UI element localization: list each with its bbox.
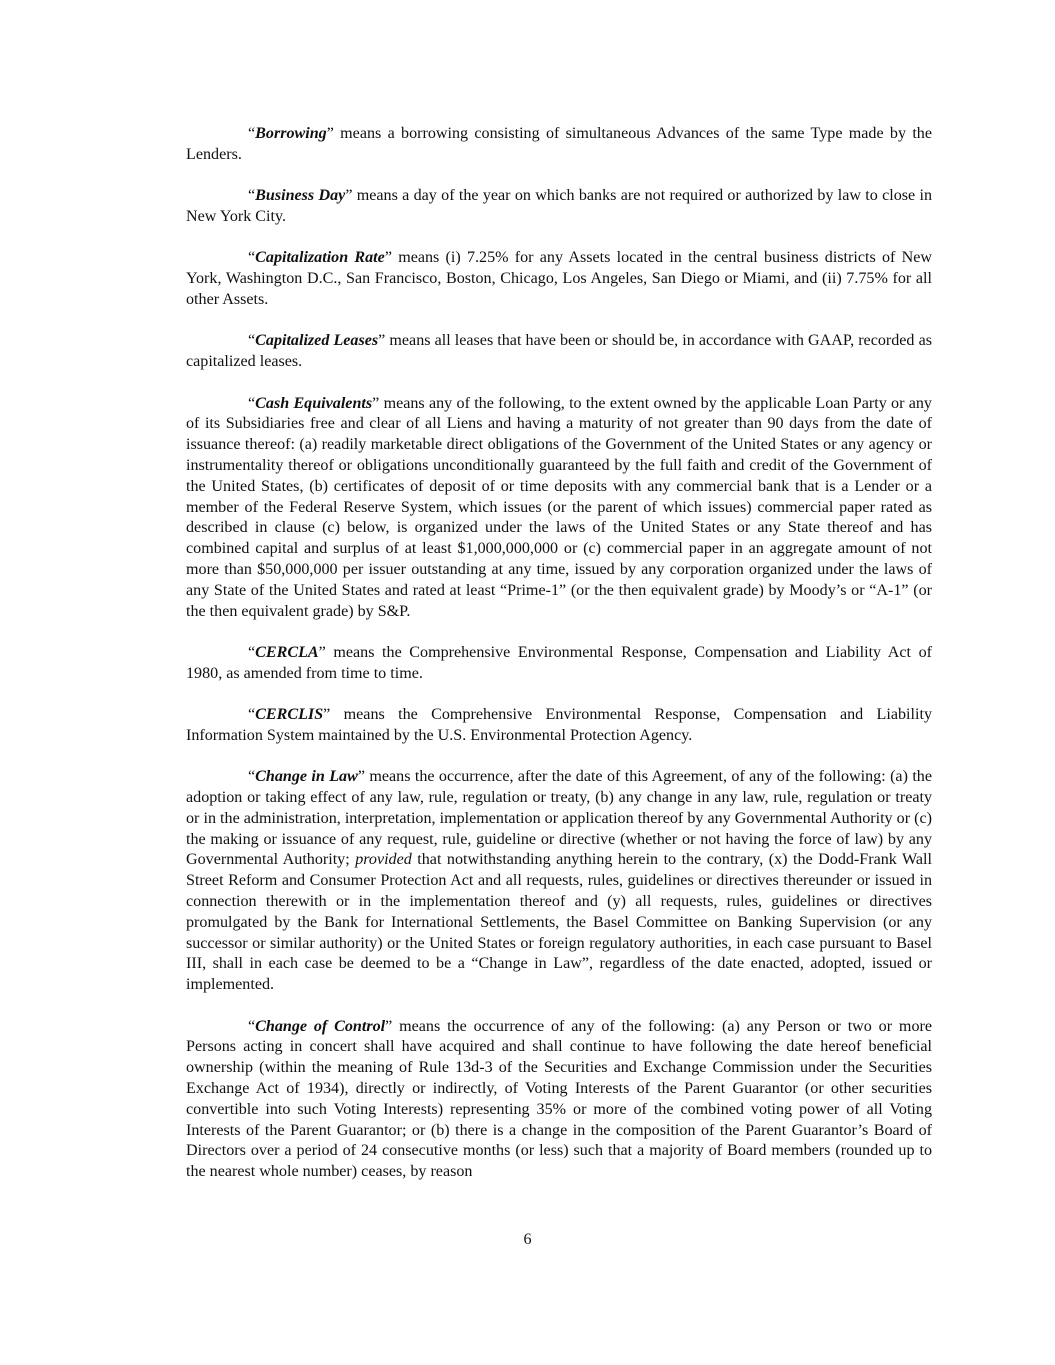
open-quote: “ xyxy=(248,187,256,205)
open-quote: “ xyxy=(248,1017,256,1035)
definition-text: ” means the Comprehensive Environmental Response, Compensation and Liability Information System maintained by the U.S. Environmental Protection Agency. xyxy=(186,706,932,744)
definition-business-day xyxy=(186,186,932,228)
defined-term: Capitalization Rate xyxy=(255,249,385,267)
defined-term: Cash Equivalents xyxy=(255,394,373,412)
defined-term: Change of Control xyxy=(255,1017,386,1035)
defined-term: Business Day xyxy=(255,187,346,205)
definition-capitalized-leases xyxy=(186,331,932,373)
definition-capitalization-rate xyxy=(186,248,932,310)
definition-borrowing xyxy=(186,124,932,166)
definition-text: ” means a borrowing consisting of simultaneous Advances of the same Type made by the Lenders. xyxy=(186,125,932,163)
open-quote: “ xyxy=(248,643,256,661)
open-quote: “ xyxy=(248,125,256,142)
definition-text: ” means any of the following, to the extent owned by the applicable Loan Party or any of its Subsidiaries free and clear of all Liens and having a maturity of not greater than 90 days from the date of issuance thereof: (a) readily marketable direct obligations of the Government of the United States or any agency or instrumentality thereof or obligations unconditionally guaranteed by the full faith and credit of the Government of the United States, (b) certificates of deposit of or time deposits with any commercial bank that is a Lender or a member of the Federal Reserve System, which issues (or the parent of which issues) commercial paper rated as described in clause (c) below, is organized under the laws of the United States or any State thereof and has combined capital and surplus of at least $1,000,000,000 or (c) commercial paper in an aggregate amount of not more than $50,000,000 per issuer outstanding at any time, issued by any corporation organized under the laws of any State of the United States and rated at least “Prime-1” (or the then equivalent grade) by Moody’s or “A-1” (or the then equivalent grade) by S&P. xyxy=(186,394,932,620)
defined-term: Change in Law xyxy=(255,768,358,786)
document-page xyxy=(186,124,932,1204)
definition-text: ” means (i) 7.25% for any Assets located in the central business districts of New York, Washington D.C., San Francisco, Boston, Chicago, Los Angeles, San Diego or Miami, and (ii) 7.75% for all other Assets. xyxy=(186,249,932,308)
definition-text: ” means all leases that have been or should be, in accordance with GAAP, recorded as capitalized leases. xyxy=(186,332,932,371)
emphasis-provided: provided xyxy=(355,851,412,869)
definition-text: ” means the Comprehensive Environmental Response, Compensation and Liability Act of 1980, as amended from time to time. xyxy=(186,643,932,682)
defined-term: Borrowing xyxy=(255,125,327,142)
defined-term: Capitalized Leases xyxy=(255,332,379,350)
definition-change-in-law xyxy=(186,767,932,996)
definition-cash-equivalents xyxy=(186,394,932,623)
definition-text: ” means a day of the year on which banks are not required or authorized by law to close in New York City. xyxy=(186,187,932,225)
defined-term: CERCLIS xyxy=(255,706,324,724)
definition-text: ” means the occurrence, after the date of this Agreement, of any of the following: (a) the adoption or taking effect of any law, rule, regulation or treaty, (b) any change in any law, rule, regulation or treaty or in the administration, interpretation, implementation or application thereof by any Governmental Authority or (c) the making or issuance of any request, rule, guideline or directive (whether or not having the force of law) by any Governmental Authority; xyxy=(186,768,932,869)
open-quote: “ xyxy=(248,249,256,267)
page-number: 6 xyxy=(523,1231,532,1248)
open-quote: “ xyxy=(248,332,256,350)
open-quote: “ xyxy=(248,768,256,786)
definition-cercla xyxy=(186,643,932,685)
definition-change-of-control xyxy=(186,1017,932,1183)
open-quote: “ xyxy=(248,706,256,724)
open-quote: “ xyxy=(248,394,256,412)
definition-text-continued: that notwithstanding anything herein to the contrary, (x) the Dodd-Frank Wall Street Reform and Consumer Protection Act and all requests, rules, guidelines or directives thereunder or issued in connection therewith or in the implementation thereof and (y) all requests, rules, guidelines or directives promulgated by the Bank for International Settlements, the Basel Committee on Banking Supervision (or any successor or similar authority) or the United States or foreign regulatory authorities, in each case pursuant to Basel III, shall in each case be deemed to be a “Change in Law”, regardless of the date enacted, adopted, issued or implemented. xyxy=(186,851,932,994)
defined-term: CERCLA xyxy=(255,643,319,661)
definition-text: ” means the occurrence of any of the following: (a) any Person or two or more Persons acting in concert shall have acquired and shall continue to have following the date hereof beneficial ownership (within the meaning of Rule 13d-3 of the Securities and Exchange Commission under the Securities Exchange Act of 1934), directly or indirectly, of Voting Interests of the Parent Guarantor (or other securities convertible into such Voting Interests) representing 35% or more of the combined voting power of all Voting Interests of the Parent Guarantor; or (b) there is a change in the composition of the Parent Guarantor’s Board of Directors over a period of 24 consecutive months (or less) such that a majority of Board members (rounded up to the nearest whole number) ceases, by reason xyxy=(186,1017,933,1181)
definition-cerclis xyxy=(186,705,932,747)
